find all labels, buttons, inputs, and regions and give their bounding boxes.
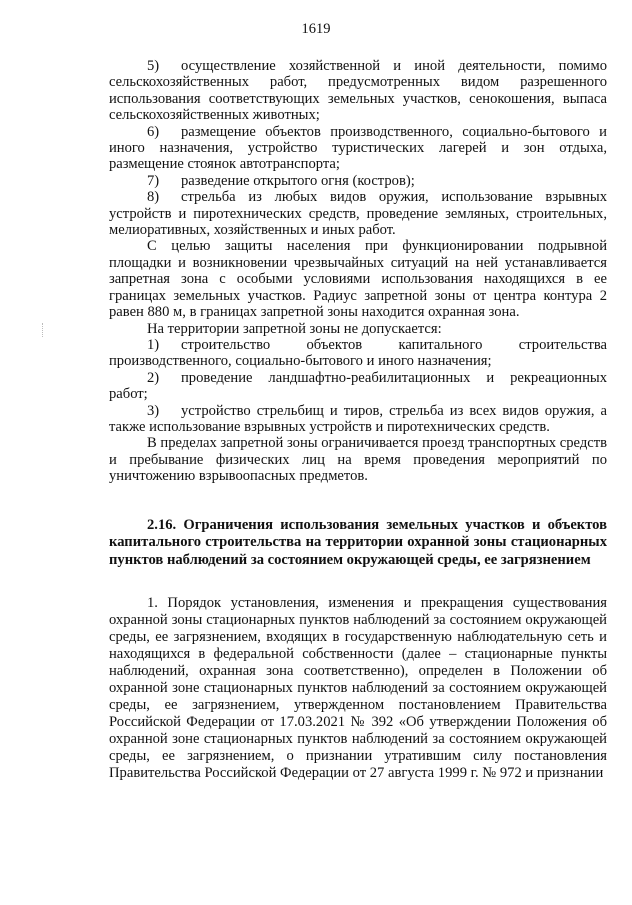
list-item-number: 8) — [147, 189, 160, 206]
page-number: 1619 — [301, 21, 331, 37]
section-body — [109, 595, 607, 782]
section-paragraph: 1. Порядок установления, изменения и прекращения существования охранной зоны стационарных пунктов наблюдений за состоянием окружающей среды, ее загрязнением, входящих в государственную наблюдательную сеть и находящихся в федеральной собственности (далее – стационарные пункты наблюдений, охранная зона соответственно), определен в Положении об охранной зоне стационарных пунктов наблюдений за состоянием окружающей среды, ее загрязнением, утвержденном постановлением Правительства Российской Федерации от 17.03.2021 № 392 «Об утверждении Положения об охранной зоне стационарных пунктов наблюдений за состоянием окружающей среды, ее загрязнением, о признании утратившим силу постановления Правительства Российской Федерации от 27 августа 1999 г. № 972 и признании — [109, 595, 607, 782]
list-item-text: стрельба из любых видов оружия, использование взрывных устройств и пиротехнических средств, проведение земляных, строительных, мелиоративных, хозяйственных и иных работ. — [109, 189, 607, 239]
list-item-number: 6) — [147, 123, 160, 140]
list-item-number: 5) — [147, 58, 160, 74]
paragraph-not-allowed: На территории запретной зоны не допускается: — [147, 320, 442, 337]
list-top — [109, 58, 607, 238]
list-item — [109, 189, 607, 238]
list-item-number: 2) — [147, 369, 160, 386]
list-item-number: 3) — [147, 402, 160, 419]
list-item-text: проведение ландшафтно-реабилитационных и рекреационных работ; — [109, 369, 607, 403]
section-heading: 2.16. Ограничения использования земельных участков и объектов капитального строительства на территории охранной зоны стационарных пунктов наблюдений за состоянием окружающей среды, ее загрязнением — [109, 516, 607, 568]
list-item-text: осуществление хозяйственной и иной деятельности, помимо сельскохозяйственных работ, предусмотренных видом разрешенного использования соответствующих земельных участков, сенокошения, выпаса сельскохозяйственных животных; — [109, 58, 607, 124]
list-item — [109, 124, 607, 173]
paragraph-restriction: В пределах запретной зоны ограничивается проезд транспортных средств и пребывание физических лиц на время проведения мероприятий по уничтожению взрывоопасных предметов. — [109, 435, 607, 485]
list-item — [109, 337, 607, 370]
list-item-text: разведение открытого огня (костров); — [181, 172, 415, 189]
list-item — [109, 370, 607, 403]
list-item-number: 1) — [147, 336, 160, 353]
scan-margin-mark — [42, 323, 45, 337]
list-item-text: строительство объектов капитального строительства производственного, социально-бытового и иного назначения; — [109, 336, 607, 370]
document-body — [109, 58, 607, 782]
list-item — [109, 173, 607, 189]
list-item — [109, 58, 607, 124]
list-item-text: размещение объектов производственного, социально-бытового и иного назначения, устройство туристических лагерей и зон отдыха, размещение стоянок автотранспорта; — [109, 123, 607, 173]
list-bottom — [109, 337, 607, 435]
paragraph-protection-zone: С целью защиты населения при функционировании подрывной площадки и возникновении чрезвычайных ситуаций на ней устанавливается запретная зона с особыми условиями использования находящихся в ее границах земельных участков. Радиус запретной зоны от центра контура 2 равен 880 м, в границах запретной зоны находится охранная зона. — [109, 238, 607, 321]
list-item-number: 7) — [147, 172, 160, 189]
list-item — [109, 403, 607, 436]
list-item-text: устройство стрельбищ и тиров, стрельба из всех видов оружия, а также использование взрывных устройств и пиротехнических средств. — [109, 402, 607, 435]
